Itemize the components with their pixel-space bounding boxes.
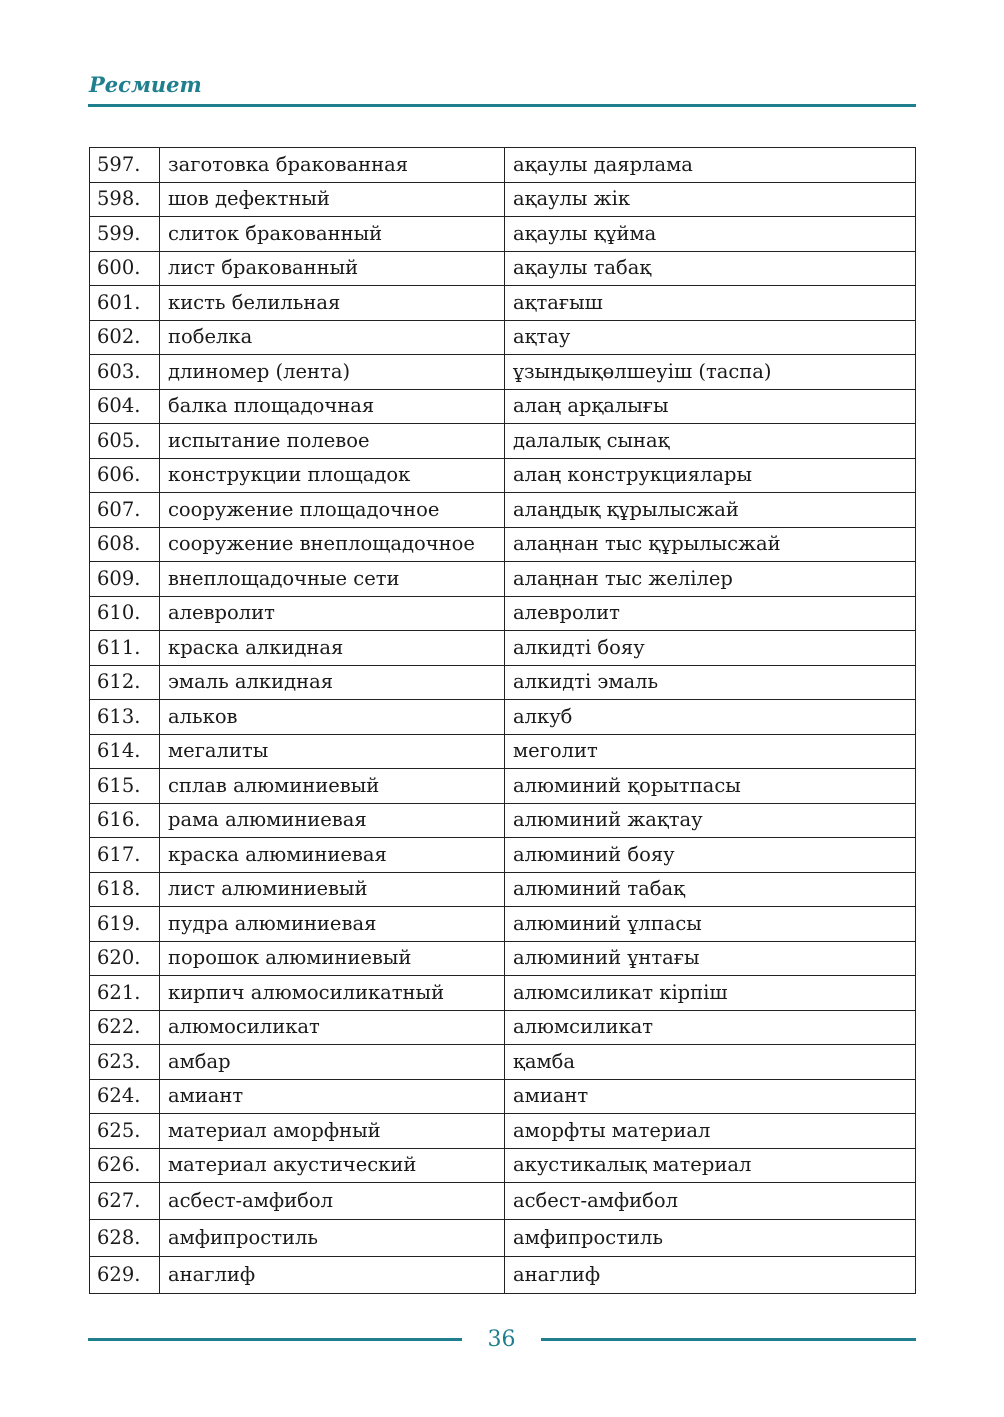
russian-term-cell: алевролит <box>160 596 505 631</box>
russian-term-cell: сооружение площадочное <box>160 493 505 528</box>
term-number-cell: 598. <box>90 182 160 217</box>
table-row <box>90 389 916 424</box>
term-number-cell: 615. <box>90 769 160 804</box>
table-row <box>90 527 916 562</box>
table-row <box>90 562 916 597</box>
table-row <box>90 1183 916 1220</box>
kazakh-term-cell: алюминий ұнтағы <box>505 941 916 976</box>
table-row <box>90 769 916 804</box>
table-row <box>90 1114 916 1149</box>
term-number-cell: 612. <box>90 665 160 700</box>
russian-term-cell: порошок алюминиевый <box>160 941 505 976</box>
kazakh-term-cell: далалық сынақ <box>505 424 916 459</box>
russian-term-cell: краска алкидная <box>160 631 505 666</box>
table-row <box>90 907 916 942</box>
russian-term-cell: асбест-амфибол <box>160 1183 505 1220</box>
term-number-cell: 628. <box>90 1220 160 1257</box>
term-number-cell: 626. <box>90 1148 160 1183</box>
table-row <box>90 976 916 1011</box>
term-number-cell: 604. <box>90 389 160 424</box>
term-number-cell: 613. <box>90 700 160 735</box>
russian-term-cell: эмаль алкидная <box>160 665 505 700</box>
table-row <box>90 251 916 286</box>
table-row <box>90 182 916 217</box>
glossary-table-body <box>90 148 916 1294</box>
kazakh-term-cell: ұзындықөлшеуіш (таспа) <box>505 355 916 390</box>
term-number-cell: 611. <box>90 631 160 666</box>
russian-term-cell: анаглиф <box>160 1257 505 1294</box>
russian-term-cell: лист бракованный <box>160 251 505 286</box>
table-row <box>90 424 916 459</box>
table-row <box>90 1045 916 1080</box>
kazakh-term-cell: алевролит <box>505 596 916 631</box>
russian-term-cell: кисть белильная <box>160 286 505 321</box>
russian-term-cell: конструкции площадок <box>160 458 505 493</box>
russian-term-cell: пудра алюминиевая <box>160 907 505 942</box>
footer-rule-right <box>541 1338 916 1341</box>
russian-term-cell: балка площадочная <box>160 389 505 424</box>
russian-term-cell: кирпич алюмосиликатный <box>160 976 505 1011</box>
russian-term-cell: сооружение внеплощадочное <box>160 527 505 562</box>
kazakh-term-cell: алаңнан тыс құрылысжай <box>505 527 916 562</box>
term-number-cell: 627. <box>90 1183 160 1220</box>
term-number-cell: 606. <box>90 458 160 493</box>
table-row <box>90 1257 916 1294</box>
kazakh-term-cell: амиант <box>505 1079 916 1114</box>
russian-term-cell: испытание полевое <box>160 424 505 459</box>
russian-term-cell: альков <box>160 700 505 735</box>
term-number-cell: 617. <box>90 838 160 873</box>
kazakh-term-cell: ақаулы құйма <box>505 217 916 252</box>
kazakh-term-cell: алюминий бояу <box>505 838 916 873</box>
russian-term-cell: внеплощадочные сети <box>160 562 505 597</box>
russian-term-cell: заготовка бракованная <box>160 148 505 183</box>
table-row <box>90 1010 916 1045</box>
russian-term-cell: амиант <box>160 1079 505 1114</box>
term-number-cell: 623. <box>90 1045 160 1080</box>
kazakh-term-cell: анаглиф <box>505 1257 916 1294</box>
table-row <box>90 286 916 321</box>
table-row <box>90 838 916 873</box>
table-row <box>90 872 916 907</box>
russian-term-cell: побелка <box>160 320 505 355</box>
russian-term-cell: рама алюминиевая <box>160 803 505 838</box>
page-number: 36 <box>487 1327 516 1352</box>
table-row <box>90 1148 916 1183</box>
table-row <box>90 734 916 769</box>
term-number-cell: 624. <box>90 1079 160 1114</box>
table-row <box>90 596 916 631</box>
term-number-cell: 625. <box>90 1114 160 1149</box>
table-row <box>90 1079 916 1114</box>
term-number-cell: 600. <box>90 251 160 286</box>
term-number-cell: 605. <box>90 424 160 459</box>
term-number-cell: 618. <box>90 872 160 907</box>
kazakh-term-cell: алаң арқалығы <box>505 389 916 424</box>
table-row <box>90 631 916 666</box>
russian-term-cell: сплав алюминиевый <box>160 769 505 804</box>
kazakh-term-cell: алюминий ұлпасы <box>505 907 916 942</box>
table-row <box>90 493 916 528</box>
footer-rule-left <box>88 1338 462 1341</box>
russian-term-cell: материал акустический <box>160 1148 505 1183</box>
table-row <box>90 665 916 700</box>
term-number-cell: 620. <box>90 941 160 976</box>
russian-term-cell: слиток бракованный <box>160 217 505 252</box>
russian-term-cell: амфипростиль <box>160 1220 505 1257</box>
term-number-cell: 614. <box>90 734 160 769</box>
table-row <box>90 803 916 838</box>
kazakh-term-cell: алаң конструкциялары <box>505 458 916 493</box>
russian-term-cell: мегалиты <box>160 734 505 769</box>
term-number-cell: 619. <box>90 907 160 942</box>
term-number-cell: 607. <box>90 493 160 528</box>
kazakh-term-cell: алаңдық құрылысжай <box>505 493 916 528</box>
running-header-title: Ресмиет <box>89 72 202 97</box>
term-number-cell: 621. <box>90 976 160 1011</box>
kazakh-term-cell: ақаулы даярлама <box>505 148 916 183</box>
table-row <box>90 320 916 355</box>
kazakh-term-cell: амфипростиль <box>505 1220 916 1257</box>
kazakh-term-cell: қамба <box>505 1045 916 1080</box>
table-row <box>90 1220 916 1257</box>
kazakh-term-cell: алюмсиликат <box>505 1010 916 1045</box>
term-number-cell: 629. <box>90 1257 160 1294</box>
kazakh-term-cell: ақаулы табақ <box>505 251 916 286</box>
kazakh-term-cell: ақтау <box>505 320 916 355</box>
kazakh-term-cell: алюминий табақ <box>505 872 916 907</box>
russian-term-cell: материал аморфный <box>160 1114 505 1149</box>
kazakh-term-cell: алкидті бояу <box>505 631 916 666</box>
term-number-cell: 597. <box>90 148 160 183</box>
russian-term-cell: длиномер (лента) <box>160 355 505 390</box>
term-number-cell: 601. <box>90 286 160 321</box>
header-rule <box>88 104 916 107</box>
term-number-cell: 602. <box>90 320 160 355</box>
term-number-cell: 608. <box>90 527 160 562</box>
glossary-table <box>89 147 916 1294</box>
kazakh-term-cell: аморфты материал <box>505 1114 916 1149</box>
kazakh-term-cell: ақаулы жік <box>505 182 916 217</box>
term-number-cell: 616. <box>90 803 160 838</box>
kazakh-term-cell: асбест-амфибол <box>505 1183 916 1220</box>
table-row <box>90 148 916 183</box>
table-row <box>90 458 916 493</box>
kazakh-term-cell: ақтағыш <box>505 286 916 321</box>
table-row <box>90 941 916 976</box>
kazakh-term-cell: меголит <box>505 734 916 769</box>
table-row <box>90 700 916 735</box>
russian-term-cell: алюмосиликат <box>160 1010 505 1045</box>
kazakh-term-cell: алкидті эмаль <box>505 665 916 700</box>
russian-term-cell: амбар <box>160 1045 505 1080</box>
kazakh-term-cell: алаңнан тыс желілер <box>505 562 916 597</box>
term-number-cell: 609. <box>90 562 160 597</box>
russian-term-cell: краска алюминиевая <box>160 838 505 873</box>
table-row <box>90 355 916 390</box>
table-row <box>90 217 916 252</box>
term-number-cell: 603. <box>90 355 160 390</box>
kazakh-term-cell: алюмсиликат кірпіш <box>505 976 916 1011</box>
term-number-cell: 610. <box>90 596 160 631</box>
kazakh-term-cell: алкуб <box>505 700 916 735</box>
kazakh-term-cell: акустикалық материал <box>505 1148 916 1183</box>
term-number-cell: 599. <box>90 217 160 252</box>
term-number-cell: 622. <box>90 1010 160 1045</box>
kazakh-term-cell: алюминий жақтау <box>505 803 916 838</box>
russian-term-cell: шов дефектный <box>160 182 505 217</box>
russian-term-cell: лист алюминиевый <box>160 872 505 907</box>
kazakh-term-cell: алюминий қорытпасы <box>505 769 916 804</box>
